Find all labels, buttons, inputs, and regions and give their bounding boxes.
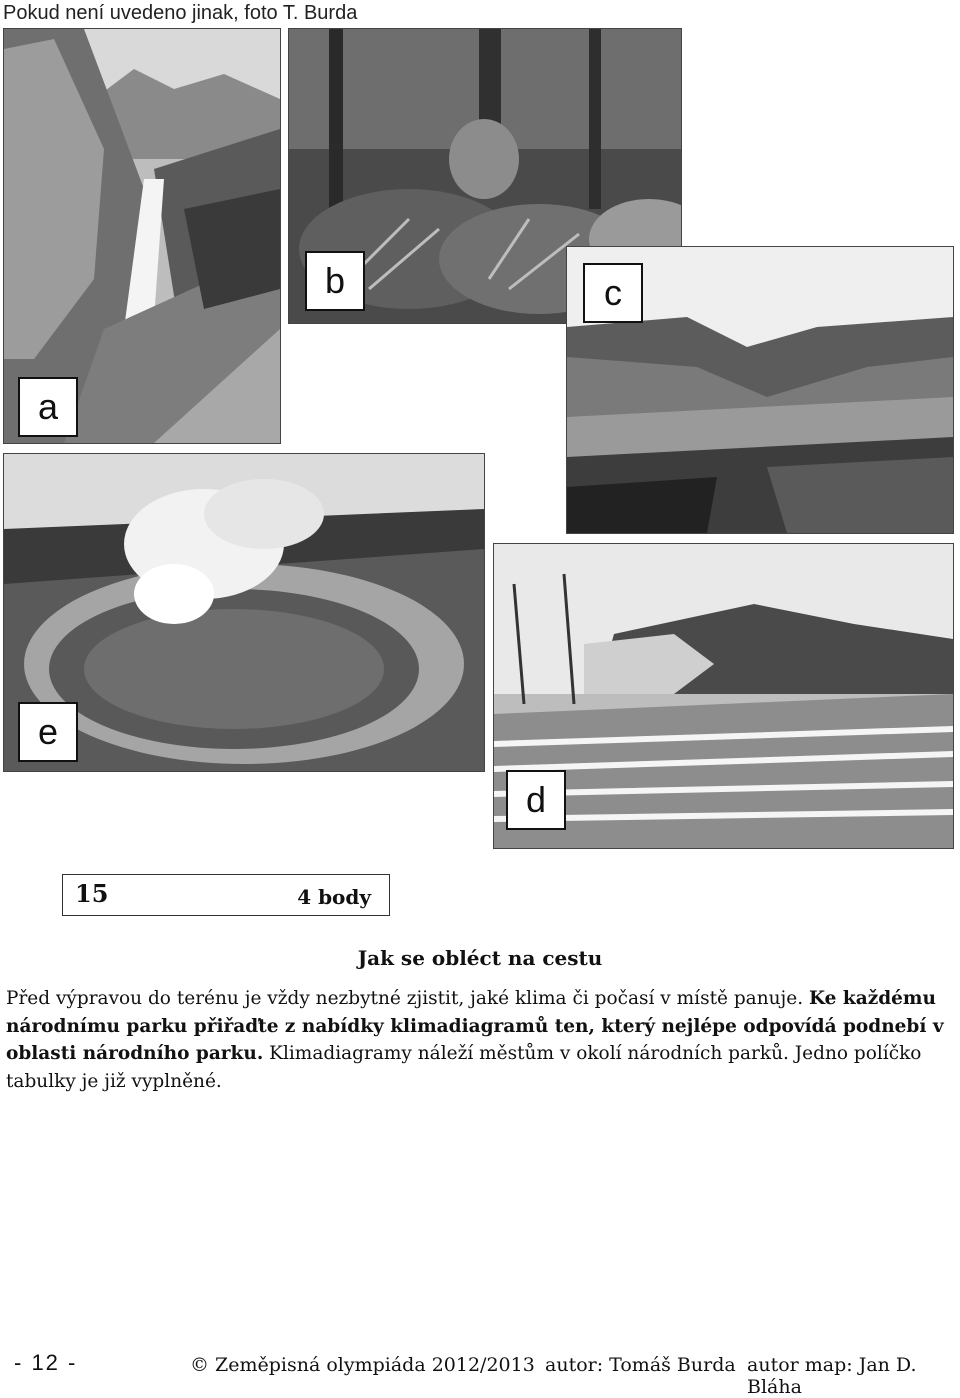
photo-label-b: b xyxy=(305,251,365,311)
task-points: 4 body xyxy=(297,885,371,909)
task-header-box xyxy=(62,874,390,916)
photo-c xyxy=(566,246,954,534)
photo-label-c: c xyxy=(583,263,643,323)
task-title: Jak se obléct na cestu xyxy=(357,946,603,970)
task-text xyxy=(6,985,956,1095)
photo-credit: Pokud není uvedeno jinak, foto T. Burda xyxy=(3,2,358,24)
task-note: Klimadiagramy náleží městům v okolí národních parků. Jedno políčko tabulky je již vyplněné. xyxy=(6,1043,922,1092)
photo-label-d: d xyxy=(506,770,566,830)
footer-author: autor: Tomáš Burda xyxy=(545,1354,736,1376)
task-number: 15 xyxy=(75,879,109,908)
footer-copyright: © Zeměpisná olympiáda 2012/2013 xyxy=(190,1354,535,1376)
page-footer xyxy=(0,1350,960,1398)
photo-label-e: e xyxy=(18,702,78,762)
task-instruction: Ke každému národnímu parku přiřaďte z nabídky klimadiagramů ten, který nejlépe odpovídá podnebí v oblasti národního parku. xyxy=(6,988,944,1064)
photo-label-a: a xyxy=(18,377,78,437)
photo-d xyxy=(493,543,954,849)
photo-e xyxy=(3,453,485,772)
photo-a xyxy=(3,28,281,444)
footer-map-author: autor map: Jan D. Bláha xyxy=(747,1354,917,1398)
page-number: - 12 - xyxy=(14,1350,78,1375)
task-intro: Před výpravou do terénu je vždy nezbytné zjistit, jaké klima či počasí v místě panuje. xyxy=(6,988,804,1009)
